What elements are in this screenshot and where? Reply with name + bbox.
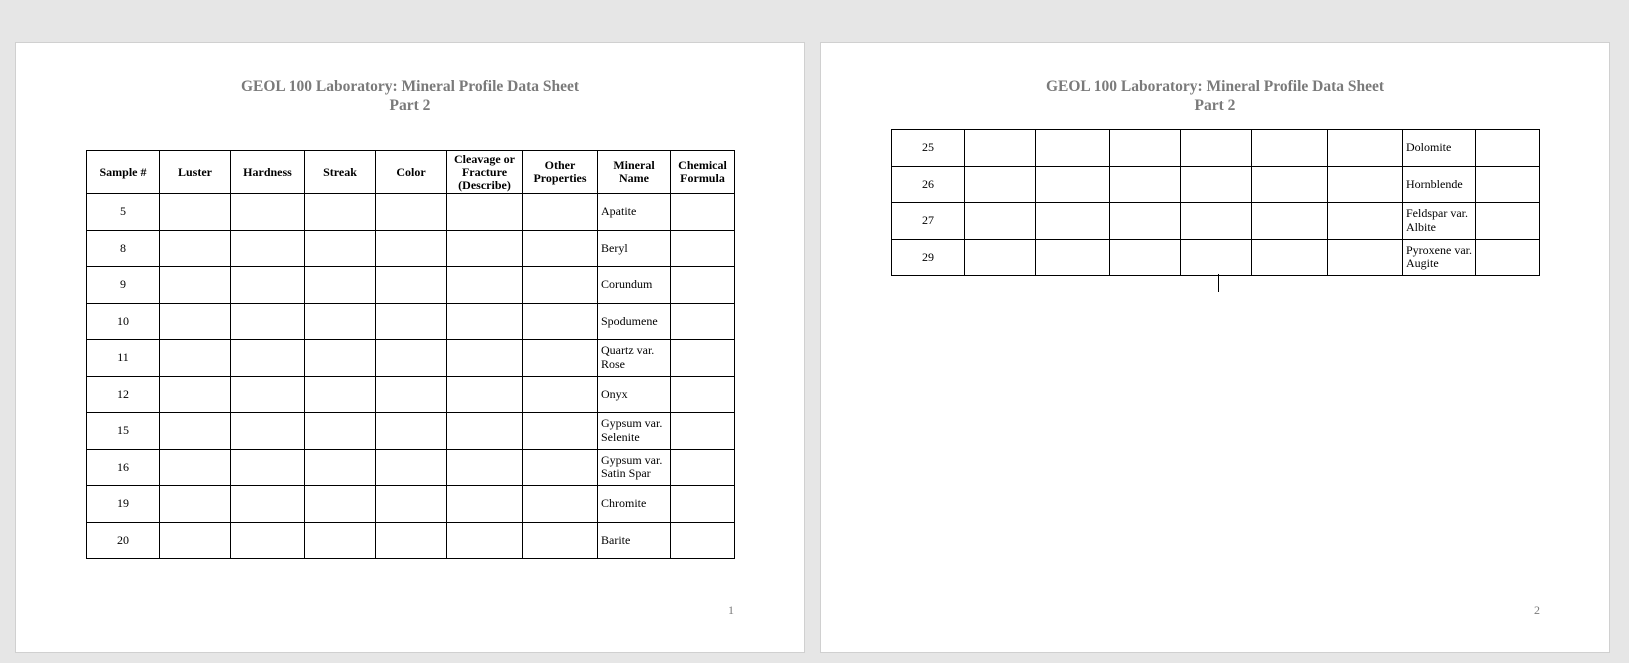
blank-entry-cell[interactable]	[965, 166, 1036, 203]
mineral-name-cell[interactable]: Gypsum var. Selenite	[598, 413, 671, 450]
sample-number-cell[interactable]: 19	[87, 486, 160, 523]
blank-entry-cell[interactable]	[376, 413, 447, 450]
sample-number-cell[interactable]: 16	[87, 449, 160, 486]
blank-entry-cell[interactable]	[231, 376, 305, 413]
sample-number-cell[interactable]: 26	[892, 166, 965, 203]
blank-entry-cell[interactable]	[305, 267, 376, 304]
blank-entry-cell[interactable]	[305, 194, 376, 231]
blank-entry-cell[interactable]	[1476, 203, 1540, 240]
blank-entry-cell[interactable]	[376, 376, 447, 413]
header-cell: Cleavage or Fracture (Describe)	[447, 151, 523, 194]
blank-entry-cell[interactable]	[523, 194, 598, 231]
blank-entry-cell[interactable]	[965, 130, 1036, 167]
blank-entry-cell[interactable]	[376, 486, 447, 523]
table-row	[87, 303, 735, 340]
header-cell: Sample #	[87, 151, 160, 194]
mineral-name-cell[interactable]: Chromite	[598, 486, 671, 523]
blank-entry-cell[interactable]	[523, 413, 598, 450]
blank-entry-cell[interactable]	[376, 340, 447, 377]
sample-number-cell[interactable]: 27	[892, 203, 965, 240]
blank-entry-cell[interactable]	[305, 449, 376, 486]
blank-entry-cell[interactable]	[447, 376, 523, 413]
header-cell: Other Properties	[523, 151, 598, 194]
sample-number-cell[interactable]: 5	[87, 194, 160, 231]
mineral-name-cell[interactable]: Beryl	[598, 230, 671, 267]
blank-entry-cell[interactable]	[447, 413, 523, 450]
mineral-name-cell[interactable]: Quartz var. Rose	[598, 340, 671, 377]
blank-entry-cell[interactable]	[160, 449, 231, 486]
table-row	[87, 449, 735, 486]
mineral-name-cell[interactable]: Feldspar var. Albite	[1403, 203, 1476, 240]
blank-entry-cell[interactable]	[160, 486, 231, 523]
blank-entry-cell[interactable]	[231, 486, 305, 523]
blank-entry-cell[interactable]	[1181, 203, 1252, 240]
table-header-row	[87, 151, 735, 194]
blank-entry-cell[interactable]	[523, 340, 598, 377]
blank-entry-cell[interactable]	[231, 340, 305, 377]
mineral-name-cell[interactable]: Barite	[598, 522, 671, 559]
blank-entry-cell[interactable]	[523, 486, 598, 523]
blank-entry-cell[interactable]	[305, 486, 376, 523]
blank-entry-cell[interactable]	[523, 449, 598, 486]
table-row	[87, 230, 735, 267]
blank-entry-cell[interactable]	[447, 267, 523, 304]
blank-entry-cell[interactable]	[160, 303, 231, 340]
header-cell: Mineral Name	[598, 151, 671, 194]
sample-number-cell[interactable]: 15	[87, 413, 160, 450]
blank-entry-cell[interactable]	[1328, 130, 1403, 167]
table-row	[87, 376, 735, 413]
mineral-name-cell[interactable]: Apatite	[598, 194, 671, 231]
blank-entry-cell[interactable]	[523, 522, 598, 559]
page-number: 1	[728, 603, 734, 617]
blank-entry-cell[interactable]	[160, 194, 231, 231]
blank-entry-cell[interactable]	[160, 267, 231, 304]
blank-entry-cell[interactable]	[965, 203, 1036, 240]
blank-entry-cell[interactable]	[1476, 166, 1540, 203]
blank-entry-cell[interactable]	[231, 194, 305, 231]
page-heading	[821, 77, 1609, 115]
page-subtitle: Part 2	[1194, 97, 1236, 114]
blank-entry-cell[interactable]	[376, 303, 447, 340]
table-row	[87, 413, 735, 450]
blank-entry-cell[interactable]	[1110, 130, 1181, 167]
table-row	[87, 340, 735, 377]
blank-entry-cell[interactable]	[1036, 203, 1110, 240]
table-row	[892, 130, 1540, 167]
blank-entry-cell[interactable]	[447, 522, 523, 559]
table-row	[87, 522, 735, 559]
blank-entry-cell[interactable]	[160, 340, 231, 377]
blank-entry-cell[interactable]	[1181, 239, 1252, 276]
blank-entry-cell[interactable]	[671, 303, 735, 340]
header-cell: Color	[376, 151, 447, 194]
blank-entry-cell[interactable]	[447, 449, 523, 486]
mineral-data-table	[891, 129, 1540, 276]
sample-number-cell[interactable]: 9	[87, 267, 160, 304]
blank-entry-cell[interactable]	[671, 522, 735, 559]
blank-entry-cell[interactable]	[1036, 130, 1110, 167]
page-subtitle: Part 2	[389, 97, 431, 114]
page-title: GEOL 100 Laboratory: Mineral Profile Data Sheet	[1045, 78, 1385, 95]
blank-entry-cell[interactable]	[231, 449, 305, 486]
blank-entry-cell[interactable]	[376, 194, 447, 231]
mineral-name-cell[interactable]: Hornblende	[1403, 166, 1476, 203]
blank-entry-cell[interactable]	[305, 230, 376, 267]
page-number: 2	[1534, 603, 1540, 617]
blank-entry-cell[interactable]	[671, 194, 735, 231]
blank-entry-cell[interactable]	[1110, 203, 1181, 240]
blank-entry-cell[interactable]	[1181, 166, 1252, 203]
blank-entry-cell[interactable]	[1252, 130, 1328, 167]
header-cell: Streak	[305, 151, 376, 194]
blank-entry-cell[interactable]	[376, 267, 447, 304]
table-row	[87, 486, 735, 523]
blank-entry-cell[interactable]	[1328, 239, 1403, 276]
blank-entry-cell[interactable]	[160, 376, 231, 413]
document-page-2	[820, 42, 1610, 653]
blank-entry-cell[interactable]	[305, 376, 376, 413]
mineral-name-cell[interactable]: Spodumene	[598, 303, 671, 340]
document-page-1	[15, 42, 805, 653]
header-cell: Luster	[160, 151, 231, 194]
blank-entry-cell[interactable]	[231, 303, 305, 340]
blank-entry-cell[interactable]	[523, 267, 598, 304]
blank-entry-cell[interactable]	[1110, 166, 1181, 203]
header-cell: Chemical Formula	[671, 151, 735, 194]
blank-entry-cell[interactable]	[447, 340, 523, 377]
sample-number-cell[interactable]: 12	[87, 376, 160, 413]
table-row	[87, 194, 735, 231]
page-heading	[16, 77, 804, 115]
sample-number-cell[interactable]: 10	[87, 303, 160, 340]
mineral-name-cell[interactable]: Onyx	[598, 376, 671, 413]
blank-entry-cell[interactable]	[447, 230, 523, 267]
table-row	[892, 239, 1540, 276]
blank-entry-cell[interactable]	[305, 340, 376, 377]
blank-entry-cell[interactable]	[160, 522, 231, 559]
header-cell: Hardness	[231, 151, 305, 194]
page-title: GEOL 100 Laboratory: Mineral Profile Data Sheet	[240, 78, 580, 95]
sample-number-cell[interactable]: 25	[892, 130, 965, 167]
text-cursor	[1218, 274, 1219, 292]
blank-entry-cell[interactable]	[671, 413, 735, 450]
mineral-name-cell[interactable]: Pyroxene var. Augite	[1403, 239, 1476, 276]
blank-entry-cell[interactable]	[1476, 239, 1540, 276]
blank-entry-cell[interactable]	[1252, 239, 1328, 276]
table-row	[892, 203, 1540, 240]
blank-entry-cell[interactable]	[523, 303, 598, 340]
blank-entry-cell[interactable]	[305, 303, 376, 340]
blank-entry-cell[interactable]	[523, 376, 598, 413]
blank-entry-cell[interactable]	[305, 522, 376, 559]
sample-number-cell[interactable]: 29	[892, 239, 965, 276]
blank-entry-cell[interactable]	[160, 413, 231, 450]
blank-entry-cell[interactable]	[671, 230, 735, 267]
blank-entry-cell[interactable]	[671, 486, 735, 523]
blank-entry-cell[interactable]	[447, 486, 523, 523]
table-row	[892, 166, 1540, 203]
blank-entry-cell[interactable]	[447, 194, 523, 231]
blank-entry-cell[interactable]	[231, 230, 305, 267]
sample-number-cell[interactable]: 20	[87, 522, 160, 559]
blank-entry-cell[interactable]	[376, 449, 447, 486]
table-row	[87, 267, 735, 304]
blank-entry-cell[interactable]	[231, 522, 305, 559]
blank-entry-cell[interactable]	[671, 376, 735, 413]
blank-entry-cell[interactable]	[231, 267, 305, 304]
blank-entry-cell[interactable]	[523, 230, 598, 267]
blank-entry-cell[interactable]	[965, 239, 1036, 276]
blank-entry-cell[interactable]	[1181, 130, 1252, 167]
blank-entry-cell[interactable]	[671, 267, 735, 304]
blank-entry-cell[interactable]	[1476, 130, 1540, 167]
blank-entry-cell[interactable]	[1252, 166, 1328, 203]
blank-entry-cell[interactable]	[447, 303, 523, 340]
blank-entry-cell[interactable]	[231, 413, 305, 450]
blank-entry-cell[interactable]	[1328, 203, 1403, 240]
sample-number-cell[interactable]: 8	[87, 230, 160, 267]
mineral-name-cell[interactable]: Gypsum var. Satin Spar	[598, 449, 671, 486]
blank-entry-cell[interactable]	[1252, 203, 1328, 240]
sample-number-cell[interactable]: 11	[87, 340, 160, 377]
blank-entry-cell[interactable]	[1036, 239, 1110, 276]
blank-entry-cell[interactable]	[1328, 166, 1403, 203]
mineral-data-table	[86, 150, 735, 559]
blank-entry-cell[interactable]	[1110, 239, 1181, 276]
blank-entry-cell[interactable]	[160, 230, 231, 267]
blank-entry-cell[interactable]	[671, 449, 735, 486]
blank-entry-cell[interactable]	[376, 522, 447, 559]
blank-entry-cell[interactable]	[1036, 166, 1110, 203]
mineral-name-cell[interactable]: Dolomite	[1403, 130, 1476, 167]
blank-entry-cell[interactable]	[305, 413, 376, 450]
mineral-name-cell[interactable]: Corundum	[598, 267, 671, 304]
blank-entry-cell[interactable]	[671, 340, 735, 377]
blank-entry-cell[interactable]	[376, 230, 447, 267]
